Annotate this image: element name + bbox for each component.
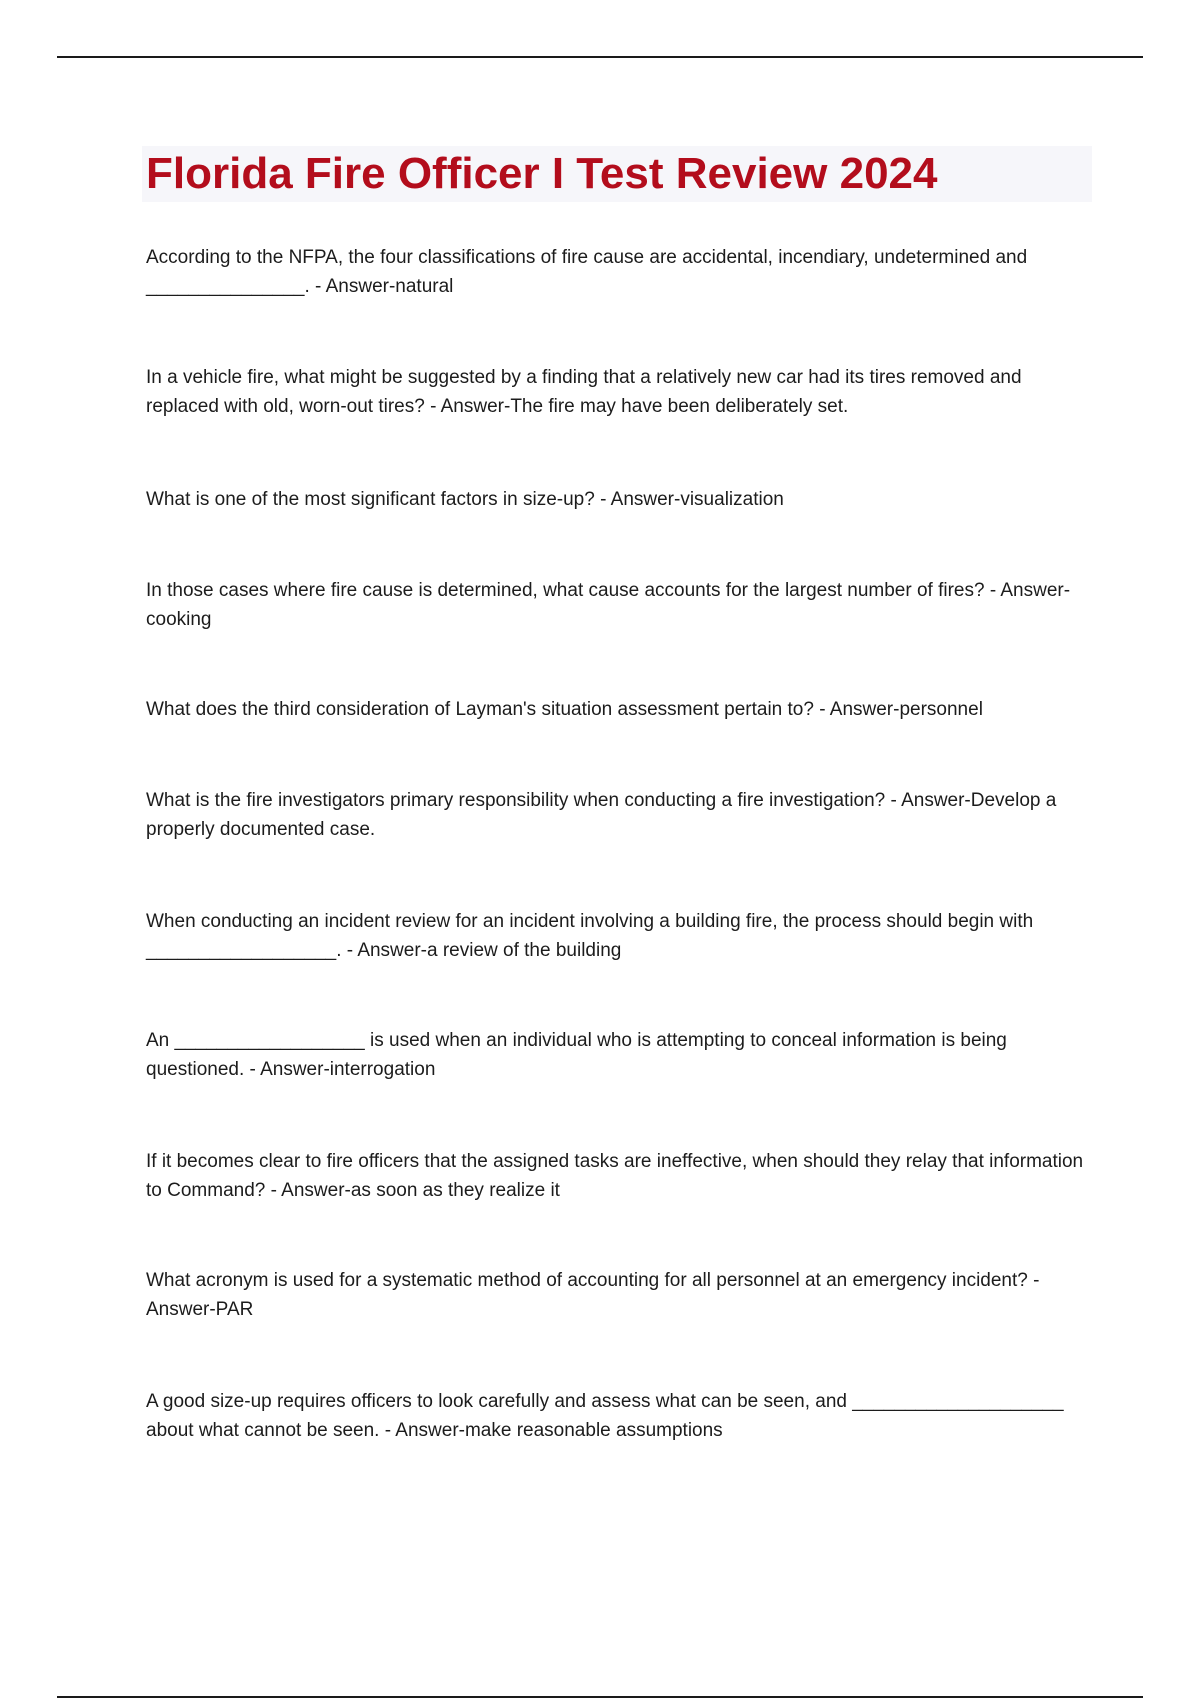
question-3: What is one of the most significant factors in size-up? - Answer-visualization — [146, 489, 784, 510]
top-rule — [57, 56, 1143, 58]
question-4: In those cases where fire cause is determined, what cause accounts for the largest number of fires? - Answer-cooking — [146, 580, 1071, 630]
question-5: What does the third consideration of Layman's situation assessment pertain to? - Answer-personnel — [146, 699, 983, 720]
question-9: If it becomes clear to fire officers that the assigned tasks are ineffective, when should they relay that information to Command? - Answer-as soon as they realize it — [146, 1151, 1084, 1201]
question-7: When conducting an incident review for an incident involving a building fire, the process should begin with __________________. - Answer-a review of the building — [146, 911, 1034, 961]
question-6: What is the fire investigators primary responsibility when conducting a fire investigation? - Answer-Develop a properly documented case. — [146, 790, 1057, 840]
question-11: A good size-up requires officers to look carefully and assess what can be seen, and ____________________ about what cannot be seen. - Answer-make reasonable assumptions — [146, 1391, 1064, 1441]
bottom-rule — [57, 1696, 1143, 1698]
document-title: Florida Fire Officer I Test Review 2024 — [146, 149, 938, 198]
question-2: In a vehicle fire, what might be suggested by a finding that a relatively new car had its tires removed and replaced with old, worn-out tires? - Answer-The fire may have been deliberately set. — [146, 367, 1022, 417]
question-8: An __________________ is used when an individual who is attempting to conceal information is being questioned. - Answer-interrogation — [146, 1030, 1007, 1080]
question-10: What acronym is used for a systematic method of accounting for all personnel at an emergency incident? - Answer-PAR — [146, 1270, 1040, 1320]
question-1: According to the NFPA, the four classifications of fire cause are accidental, incendiary, undetermined and _______________. - Answer-natural — [146, 247, 1028, 297]
